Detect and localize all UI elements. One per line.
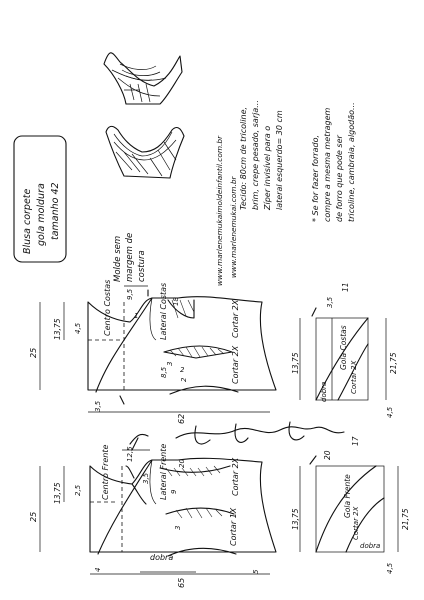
fabric-note-1: Tecido: 80cm de tricoline, xyxy=(239,106,248,210)
collar-back-dim-3-5: 3,5 xyxy=(326,296,334,308)
collar-front-dim-17: 17 xyxy=(351,436,360,446)
seam-note xyxy=(113,233,147,282)
svg-text:2: 2 xyxy=(180,366,185,374)
back-dim-3: 3 xyxy=(166,361,174,366)
front-dim-3: 3 xyxy=(174,525,182,530)
collar-front-dim-20: 20 xyxy=(323,450,332,460)
front-label-side: Lateral Frente xyxy=(159,443,168,500)
collar-back-dim-4-5: 4,5 xyxy=(386,406,394,418)
back-label-cut-b: Cortar 2X xyxy=(231,345,240,384)
lining-note-1: * Se for fazer forrado, xyxy=(311,134,320,222)
collar-front-dim-21-75: 21,75 xyxy=(401,508,410,530)
svg-text:1: 1 xyxy=(134,312,139,320)
front-dim-9: 9 xyxy=(170,489,178,494)
back-dim-3-5: 3,5 xyxy=(94,400,102,412)
fabric-note-2: brim, crepe pesado, sarja... xyxy=(251,100,260,210)
title-line-3: tamanho 42 xyxy=(50,182,61,240)
url-1: www.marlenemukai.com.br xyxy=(229,176,238,278)
collar-front-dim-4-5: 4,5 xyxy=(386,562,394,574)
collar-front-fold: dobra xyxy=(360,542,381,550)
front-label-center: Centro Frente xyxy=(101,444,110,500)
fabric-notes xyxy=(239,100,284,211)
fabric-note-3: Zíper invisível para o xyxy=(263,125,272,210)
urls xyxy=(215,135,238,286)
front-dim-65: 65 xyxy=(177,577,186,588)
blouse-front-illustration xyxy=(106,126,184,178)
back-dim-9-5: 9,5 xyxy=(126,288,134,300)
collar-back-dim-11: 11 xyxy=(341,282,350,292)
back-dim-8-5: 8,5 xyxy=(160,366,168,378)
front-label-fold: dobra xyxy=(150,553,174,562)
collar-front-label: Gola Frente xyxy=(343,474,352,518)
collar-front-piece xyxy=(291,436,410,574)
collar-back-dim-13-75: 13,75 xyxy=(291,352,300,374)
back-dim-25: 25 xyxy=(29,347,38,358)
collar-front-dim-13-75: 13,75 xyxy=(291,508,300,530)
front-dim-3-5: 3,5 xyxy=(142,472,150,484)
collar-front-cut: Cortar 2X xyxy=(352,506,360,540)
front-dim-4: 4 xyxy=(94,567,102,572)
front-dim-12-5: 12,5 xyxy=(126,446,134,462)
fabric-note-4: lateral esquerdo= 30 cm xyxy=(275,110,284,210)
collar-back-label: Gola Costas xyxy=(339,325,348,370)
back-dim-18: 18 xyxy=(172,297,180,306)
back-dim-13-75: 13,75 xyxy=(53,318,62,340)
back-dim-4-5: 4,5 xyxy=(74,322,82,334)
seam-note-line-2: margem de xyxy=(125,232,135,282)
back-dim-62: 62 xyxy=(177,413,186,424)
back-dim-2: 2 xyxy=(180,377,188,382)
back-pattern-piece xyxy=(29,280,276,424)
signature xyxy=(176,422,344,458)
front-dim-13-75: 13,75 xyxy=(53,482,62,504)
front-dim-5: 5 xyxy=(252,569,260,574)
back-label-center: Centro Costas xyxy=(103,279,112,336)
lining-notes xyxy=(311,102,356,222)
lining-note-2: compre a mesma metragem xyxy=(323,107,332,222)
front-dim-2-5: 2,5 xyxy=(74,484,82,496)
lining-note-3: de forro que pode ser xyxy=(335,135,344,222)
lining-note-4: tricoline, cambraia, algodão... xyxy=(347,102,356,222)
seam-note-line-3: costura xyxy=(137,250,147,282)
title-line-2: gola moldura xyxy=(36,183,47,246)
front-dim-20: 20 xyxy=(178,459,186,468)
collar-back-piece xyxy=(291,282,398,418)
collar-back-dim-21-75: 21,75 xyxy=(389,352,398,374)
collar-back-fold: dobra xyxy=(320,381,328,402)
front-dim-25: 25 xyxy=(29,511,38,522)
back-label-side: Lateral Costas xyxy=(159,282,168,340)
blouse-back-illustration xyxy=(104,53,182,104)
back-label-cut-a: Cortar 2X xyxy=(231,299,240,338)
collar-back-cut: Cortar 2X xyxy=(350,360,358,394)
back-dart-hatch xyxy=(170,300,224,357)
url-2: www.marlenemukaimoldeinfantil.com.br xyxy=(215,135,224,286)
front-label-cut-1x: Cortar 1X xyxy=(229,507,238,546)
seam-note-line-1: Molde sem xyxy=(113,235,123,282)
signature-text: Marlene Mukai xyxy=(200,450,252,458)
title-line-1: Blusa corpete xyxy=(22,188,33,254)
title-box xyxy=(14,136,66,262)
front-label-cut-2x: Cortar 2X xyxy=(231,457,240,496)
